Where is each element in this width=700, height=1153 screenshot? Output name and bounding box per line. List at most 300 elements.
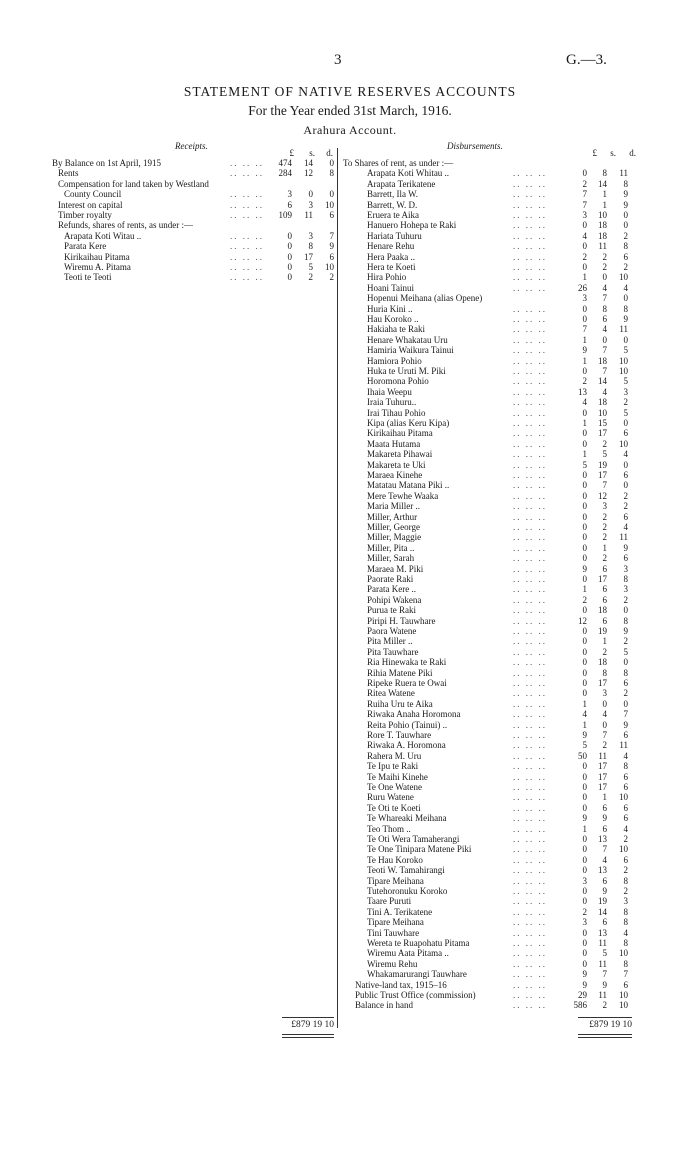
disbursement-label: Hariata Tuhuru: [367, 230, 422, 241]
disbursement-label: Maria Miller ..: [367, 501, 420, 512]
disbursement-shillings: 9: [602, 886, 607, 896]
leader-dots: .. .. ..: [513, 646, 547, 657]
disbursement-label: Miller, Pita ..: [367, 542, 415, 553]
disbursement-shillings: 17: [598, 761, 607, 772]
disbursement-pounds: 1: [582, 823, 587, 834]
leader-dots: .. .. ..: [513, 719, 547, 730]
disbursement-row: [343, 855, 633, 865]
disbursement-shillings: 2: [602, 1000, 607, 1011]
leader-dots: .. .. ..: [513, 927, 547, 938]
leader-dots: .. .. ..: [513, 355, 547, 366]
disbursement-shillings: 2: [602, 251, 607, 262]
disbursement-row: [343, 948, 633, 958]
disbursement-pounds: 0: [582, 574, 587, 584]
disbursement-row: [343, 200, 633, 210]
disbursement-pounds: 29: [578, 990, 587, 1000]
disbursement-shillings: 11: [598, 750, 607, 761]
disbursement-label: Te Whareaki Meihana: [367, 813, 447, 824]
disbursement-row: [343, 657, 633, 667]
disbursement-label: Ihaia Weepu: [367, 386, 412, 397]
receipt-pence: 2: [329, 272, 334, 283]
disbursement-pence: 9: [623, 626, 628, 636]
receipt-pounds: 284: [278, 168, 292, 179]
disbursement-pounds: 0: [582, 220, 587, 231]
receipt-label: Interest on capital: [58, 199, 123, 210]
leader-dots: .. .. ..: [513, 823, 547, 834]
disbursement-label: Piripi H. Tauwhare: [367, 615, 436, 626]
disbursement-label: Hira Pohio: [367, 272, 407, 283]
leader-dots: .. .. ..: [513, 490, 547, 501]
disbursement-pounds: 1: [582, 334, 587, 345]
leader-dots: .. .. ..: [513, 418, 547, 428]
disbursement-row: [343, 938, 633, 948]
disbursement-shillings: 4: [602, 854, 607, 865]
receipt-pence: 8: [329, 168, 334, 179]
disbursement-pence: 8: [623, 178, 628, 189]
receipt-row: [52, 210, 337, 220]
leader-dots: .. .. ..: [513, 501, 547, 512]
leader-dots: .. .. ..: [230, 158, 264, 168]
disbursement-pounds: 0: [582, 854, 587, 865]
disbursement-label: Arapata Terikatene: [367, 178, 436, 189]
disbursement-pence: 10: [619, 948, 628, 959]
disbursement-pence: 6: [623, 470, 628, 480]
disbursement-shillings: 4: [602, 282, 607, 293]
disbursement-pence: 6: [623, 813, 628, 824]
disbursement-pounds: 1: [582, 449, 587, 460]
disbursement-pence: 4: [623, 449, 628, 460]
disbursement-pence: 2: [623, 636, 628, 647]
disbursement-pence: 10: [619, 1000, 628, 1011]
disbursement-row: [343, 553, 633, 563]
disbursement-label: Irai Tihau Pohio: [367, 407, 426, 418]
receipt-label: Kirikaihau Pitama: [64, 251, 130, 262]
disbursement-pence: 10: [619, 438, 628, 449]
disbursement-shillings: 1: [602, 189, 607, 200]
disbursement-label: Te Maihi Kinehe: [367, 771, 428, 782]
disbursement-row: [343, 480, 633, 490]
disbursement-pence: 11: [619, 168, 628, 179]
disbursement-shillings: 7: [602, 345, 607, 356]
disbursement-pounds: 0: [582, 407, 587, 418]
receipt-pence: 10: [325, 199, 334, 210]
disbursement-shillings: 6: [602, 314, 607, 324]
receipt-shillings: 12: [304, 168, 313, 179]
pence-header: d.: [629, 148, 636, 158]
leader-dots: .. .. ..: [230, 199, 264, 210]
disbursement-label: Ruiha Uru te Aika: [367, 698, 433, 709]
disbursement-shillings: 4: [602, 709, 607, 720]
disbursement-pounds: 5: [582, 740, 587, 751]
disbursement-row: [343, 522, 633, 532]
disbursement-label: Hoani Tainui: [367, 282, 414, 293]
receipt-row: [52, 220, 337, 230]
disbursement-shillings: 1: [602, 199, 607, 210]
disbursement-row: [343, 335, 633, 345]
disbursement-row: [343, 491, 633, 501]
disbursement-pounds: 0: [582, 626, 587, 636]
receipt-pence: 6: [329, 210, 334, 220]
leader-dots: .. .. ..: [513, 407, 547, 418]
leader-dots: .. .. ..: [513, 480, 547, 491]
pounds-header: £: [592, 148, 597, 158]
disbursement-label: Miller, Arthur: [367, 511, 418, 522]
disbursement-pounds: 0: [582, 511, 587, 522]
disbursement-pounds: 9: [582, 345, 587, 356]
receipts-double-rule-1: [282, 1034, 334, 1035]
disbursement-shillings: 13: [598, 834, 607, 844]
disbursement-row: [343, 460, 633, 470]
receipt-pounds: 3: [287, 189, 292, 200]
disbursement-shillings: 2: [602, 646, 607, 657]
disbursement-row: [343, 397, 633, 407]
disbursement-row: [343, 376, 633, 386]
disbursement-row: [343, 792, 633, 802]
disbursement-label: Barrett, Ila W.: [367, 189, 418, 200]
disbursement-label: Pita Tauwhare: [367, 646, 419, 657]
disbursement-pence: 2: [623, 262, 628, 272]
disbursement-row: [343, 1000, 633, 1010]
disbursements-total-rule: [578, 1017, 632, 1018]
disbursement-row: [343, 636, 633, 646]
disbursement-row: [343, 532, 633, 542]
disbursement-pounds: 0: [582, 646, 587, 657]
disbursement-pounds: 0: [582, 782, 587, 792]
leader-dots: .. .. ..: [513, 230, 547, 241]
leader-dots: .. .. ..: [513, 782, 547, 792]
leader-dots: .. .. ..: [230, 241, 264, 252]
receipt-shillings: 3: [308, 199, 313, 210]
disbursement-pounds: 0: [582, 542, 587, 553]
disbursement-pence: 6: [623, 428, 628, 439]
disbursement-label: Maraea Kinehe: [367, 470, 423, 480]
disbursement-pounds: 0: [582, 428, 587, 439]
disbursement-shillings: 10: [598, 407, 607, 418]
disbursement-pounds: 0: [582, 636, 587, 647]
leader-dots: .. .. ..: [513, 553, 547, 564]
leader-dots: .. .. ..: [230, 189, 264, 200]
disbursement-pounds: 0: [582, 688, 587, 699]
disbursement-pounds: 7: [582, 199, 587, 210]
disbursement-pence: 7: [623, 969, 628, 980]
disbursement-shillings: 14: [598, 178, 607, 189]
disbursement-pounds: 4: [582, 230, 587, 241]
disbursement-pounds: 0: [582, 605, 587, 616]
disbursement-row: [343, 366, 633, 376]
disbursement-pounds: 0: [582, 896, 587, 907]
receipt-label: Refunds, shares of rents, as under :—: [58, 220, 193, 231]
disbursement-pounds: 4: [582, 397, 587, 408]
receipt-label: Wiremu A. Pitama: [64, 262, 131, 272]
disbursement-shillings: 8: [602, 667, 607, 678]
disbursement-pounds: 0: [582, 771, 587, 782]
disbursement-row: [343, 688, 633, 698]
disbursement-pounds: 0: [582, 168, 587, 179]
disbursement-shillings: 2: [602, 438, 607, 449]
disbursement-label: Native-land tax, 1915–16: [355, 979, 447, 990]
disbursement-row: [343, 356, 633, 366]
disbursement-pounds: 0: [582, 532, 587, 543]
disbursement-pence: 2: [623, 688, 628, 699]
disbursement-shillings: 7: [602, 969, 607, 980]
disbursement-pounds: 586: [573, 1000, 587, 1011]
disbursement-label: Barrett, W. D.: [367, 199, 418, 210]
disbursement-row: [343, 699, 633, 709]
disbursement-label: Wiremu Aata Pitama ..: [367, 948, 449, 959]
disbursement-pence: 0: [623, 480, 628, 491]
disbursement-pence: 3: [623, 584, 628, 595]
disbursement-pence: 0: [623, 605, 628, 616]
disbursement-label: Pohipi Wakena: [367, 594, 422, 605]
leader-dots: .. .. ..: [513, 459, 547, 470]
disbursement-shillings: 7: [602, 730, 607, 740]
disbursement-pounds: 0: [582, 802, 587, 813]
disbursement-label: Te Hau Koroko: [367, 854, 423, 865]
disbursement-label: Tutehoronuku Koroko: [367, 886, 448, 896]
receipt-label: Rents: [58, 168, 79, 179]
disbursement-pounds: 7: [582, 189, 587, 200]
leader-dots: .. .. ..: [513, 334, 547, 345]
disbursement-pence: 11: [619, 740, 628, 751]
disbursement-shillings: 11: [598, 241, 607, 252]
disbursement-row: [343, 324, 633, 334]
leader-dots: .. .. ..: [513, 210, 547, 220]
disbursement-label: Rore T. Tauwhare: [367, 730, 432, 740]
disbursement-label: Hamiria Waikura Tainui: [367, 345, 454, 356]
disbursement-pounds: 13: [578, 386, 587, 397]
disbursement-shillings: 1: [602, 792, 607, 803]
receipts-heading: Receipts.: [175, 141, 208, 151]
leader-dots: .. .. ..: [230, 272, 264, 283]
disbursement-row: [343, 990, 633, 1000]
disbursement-pence: 10: [619, 792, 628, 803]
disbursement-pence: 8: [623, 667, 628, 678]
disbursement-pounds: 2: [582, 594, 587, 605]
disbursement-pounds: 0: [582, 792, 587, 803]
disbursement-pence: 10: [619, 355, 628, 366]
disbursement-pounds: 0: [582, 366, 587, 376]
disbursement-shillings: 9: [602, 979, 607, 990]
receipt-pence: 0: [329, 189, 334, 200]
disbursement-label: Makareta te Uki: [367, 459, 426, 470]
leader-dots: .. .. ..: [513, 345, 547, 356]
disbursement-shillings: 2: [602, 532, 607, 543]
disbursement-shillings: 0: [602, 334, 607, 345]
disbursement-pence: 2: [623, 886, 628, 896]
disbursement-pence: 8: [623, 958, 628, 969]
disbursement-pence: 4: [623, 823, 628, 834]
receipt-row: [52, 241, 337, 251]
leader-dots: .. .. ..: [513, 563, 547, 574]
receipt-pounds: 0: [287, 251, 292, 262]
leader-dots: .. .. ..: [513, 761, 547, 772]
leader-dots: .. .. ..: [513, 470, 547, 480]
receipt-pounds: 6: [287, 199, 292, 210]
disbursement-label: Tini Tauwhare: [367, 927, 420, 938]
disbursement-shillings: 14: [598, 906, 607, 917]
disbursement-shillings: 17: [598, 782, 607, 792]
statement-title: STATEMENT OF NATIVE RESERVES ACCOUNTS: [183, 84, 517, 99]
disbursement-label: Miller, Maggie: [367, 532, 422, 543]
leader-dots: .. .. ..: [513, 771, 547, 782]
disbursement-label: Hakiaha te Raki: [367, 324, 425, 335]
leader-dots: .. .. ..: [513, 854, 547, 865]
disbursement-shillings: 8: [602, 303, 607, 314]
leader-dots: .. .. ..: [513, 199, 547, 210]
disbursement-pounds: 2: [582, 376, 587, 387]
disbursement-pounds: 0: [582, 553, 587, 564]
disbursement-pence: 10: [619, 844, 628, 855]
disbursement-pence: 6: [623, 678, 628, 688]
leader-dots: .. .. ..: [513, 948, 547, 959]
disbursement-pounds: 2: [582, 178, 587, 189]
receipt-row: [52, 189, 337, 199]
leader-dots: .. .. ..: [230, 262, 264, 272]
leader-dots: .. .. ..: [513, 958, 547, 969]
disbursement-pence: 5: [623, 407, 628, 418]
disbursement-pounds: 26: [578, 282, 587, 293]
disbursement-row: [343, 803, 633, 813]
disbursement-pounds: 1: [582, 272, 587, 283]
leader-dots: .. .. ..: [513, 792, 547, 803]
disbursement-pounds: 12: [578, 615, 587, 626]
disbursement-pounds: 4: [582, 709, 587, 720]
disbursement-row: [343, 283, 633, 293]
disbursement-pounds: 0: [582, 667, 587, 678]
disbursement-pence: 2: [623, 834, 628, 844]
disbursement-label: To Shares of rent, as under :—: [343, 158, 454, 168]
disbursement-pounds: 0: [582, 958, 587, 969]
disbursement-label: Paorate Raki: [367, 574, 414, 584]
leader-dots: .. .. ..: [513, 1000, 547, 1011]
disbursement-pence: 10: [619, 272, 628, 283]
disbursement-pence: 11: [619, 324, 628, 335]
disbursement-pounds: 0: [582, 480, 587, 491]
disbursement-label: Iraia Tuhuru..: [367, 397, 417, 408]
receipt-row: [52, 168, 337, 178]
disbursement-pounds: 0: [582, 438, 587, 449]
disbursement-pence: 3: [623, 386, 628, 397]
disbursement-row: [343, 439, 633, 449]
disbursement-label: Hau Koroko ..: [367, 314, 419, 324]
leader-dots: .. .. ..: [513, 938, 547, 948]
disbursement-pence: 6: [623, 771, 628, 782]
disbursement-row: [343, 647, 633, 657]
disbursement-row: [343, 252, 633, 262]
disbursement-pence: 0: [623, 334, 628, 345]
leader-dots: .. .. ..: [513, 979, 547, 990]
leader-dots: .. .. ..: [513, 615, 547, 626]
disbursement-shillings: 0: [602, 719, 607, 730]
disbursement-pence: 7: [623, 709, 628, 720]
disbursement-row: [343, 678, 633, 688]
disbursement-pence: 8: [623, 917, 628, 928]
disbursement-pence: 9: [623, 542, 628, 553]
disbursement-label: Parata Kere ..: [367, 584, 416, 595]
leader-dots: .. .. ..: [513, 813, 547, 824]
disbursement-pence: 3: [623, 896, 628, 907]
disbursement-label: Teoti W. Tamahirangi: [367, 865, 445, 876]
disbursement-label: Purua te Raki: [367, 605, 416, 616]
disbursement-label: Arapata Koti Whitau ..: [367, 168, 450, 179]
leader-dots: .. .. ..: [513, 366, 547, 376]
disbursement-label: Ria Hinewaka te Raki: [367, 657, 447, 668]
disbursement-shillings: 2: [602, 553, 607, 564]
disbursement-shillings: 7: [602, 293, 607, 304]
disbursement-shillings: 6: [602, 823, 607, 834]
disbursement-label: Te Oti Wera Tamaherangi: [367, 834, 460, 844]
disbursement-label: Hamiora Pohio: [367, 355, 422, 366]
disbursement-label: Horomona Pohio: [367, 376, 429, 387]
disbursement-pounds: 9: [582, 563, 587, 574]
disbursement-pounds: 50: [578, 750, 587, 761]
disbursement-row: [343, 605, 633, 615]
disbursement-label: Mere Tewhe Waaka: [367, 490, 439, 501]
disbursement-pounds: 0: [582, 938, 587, 948]
disbursement-pence: 5: [623, 376, 628, 387]
leader-dots: .. .. ..: [513, 178, 547, 189]
disbursement-shillings: 6: [602, 615, 607, 626]
disbursement-row: [343, 876, 633, 886]
disbursement-shillings: 6: [602, 875, 607, 886]
receipt-label: Arapata Koti Witau ..: [64, 230, 142, 241]
disbursement-pence: 0: [623, 210, 628, 220]
disbursement-pounds: 1: [582, 418, 587, 428]
disbursement-pence: 6: [623, 802, 628, 813]
disbursement-row: [343, 969, 633, 979]
disbursements-double-rule-2: [578, 1037, 632, 1038]
disbursement-row: [343, 449, 633, 459]
leader-dots: .. .. ..: [513, 906, 547, 917]
disbursement-shillings: 7: [602, 366, 607, 376]
disbursement-shillings: 18: [598, 605, 607, 616]
disbursement-shillings: 1: [602, 636, 607, 647]
disbursement-row: [343, 293, 633, 303]
disbursement-pence: 4: [623, 927, 628, 938]
disbursement-shillings: 2: [602, 740, 607, 751]
disbursement-label: Te One Watene: [367, 782, 422, 792]
disbursement-shillings: 0: [602, 698, 607, 709]
leader-dots: .. .. ..: [513, 251, 547, 262]
disbursement-row: [343, 304, 633, 314]
disbursement-row: [343, 179, 633, 189]
disbursement-shillings: 7: [602, 844, 607, 855]
shillings-header: s.: [610, 148, 616, 158]
receipt-shillings: 11: [304, 210, 313, 220]
disbursement-label: Ritea Watene: [367, 688, 415, 699]
disbursement-label: Huria Kini ..: [367, 303, 413, 314]
disbursement-shillings: 7: [602, 480, 607, 491]
disbursement-row: [343, 782, 633, 792]
disbursements-double-rule-1: [578, 1034, 632, 1035]
disbursement-row: [343, 584, 633, 594]
disbursement-row: [343, 574, 633, 584]
disbursement-label: Tipare Meihana: [367, 875, 424, 886]
disbursement-pence: 2: [623, 865, 628, 876]
leader-dots: .. .. ..: [513, 449, 547, 460]
disbursement-pence: 5: [623, 646, 628, 657]
disbursement-row: [343, 241, 633, 251]
leader-dots: .. .. ..: [513, 886, 547, 896]
disbursement-shillings: 2: [602, 511, 607, 522]
disbursement-label: Whakamarurangi Tauwhare: [367, 969, 467, 980]
disbursement-shillings: 18: [598, 355, 607, 366]
disbursement-pence: 2: [623, 594, 628, 605]
disbursement-label: Taare Puruti: [367, 896, 412, 907]
disbursement-row: [343, 428, 633, 438]
disbursement-shillings: 15: [598, 418, 607, 428]
disbursement-shillings: 6: [602, 802, 607, 813]
